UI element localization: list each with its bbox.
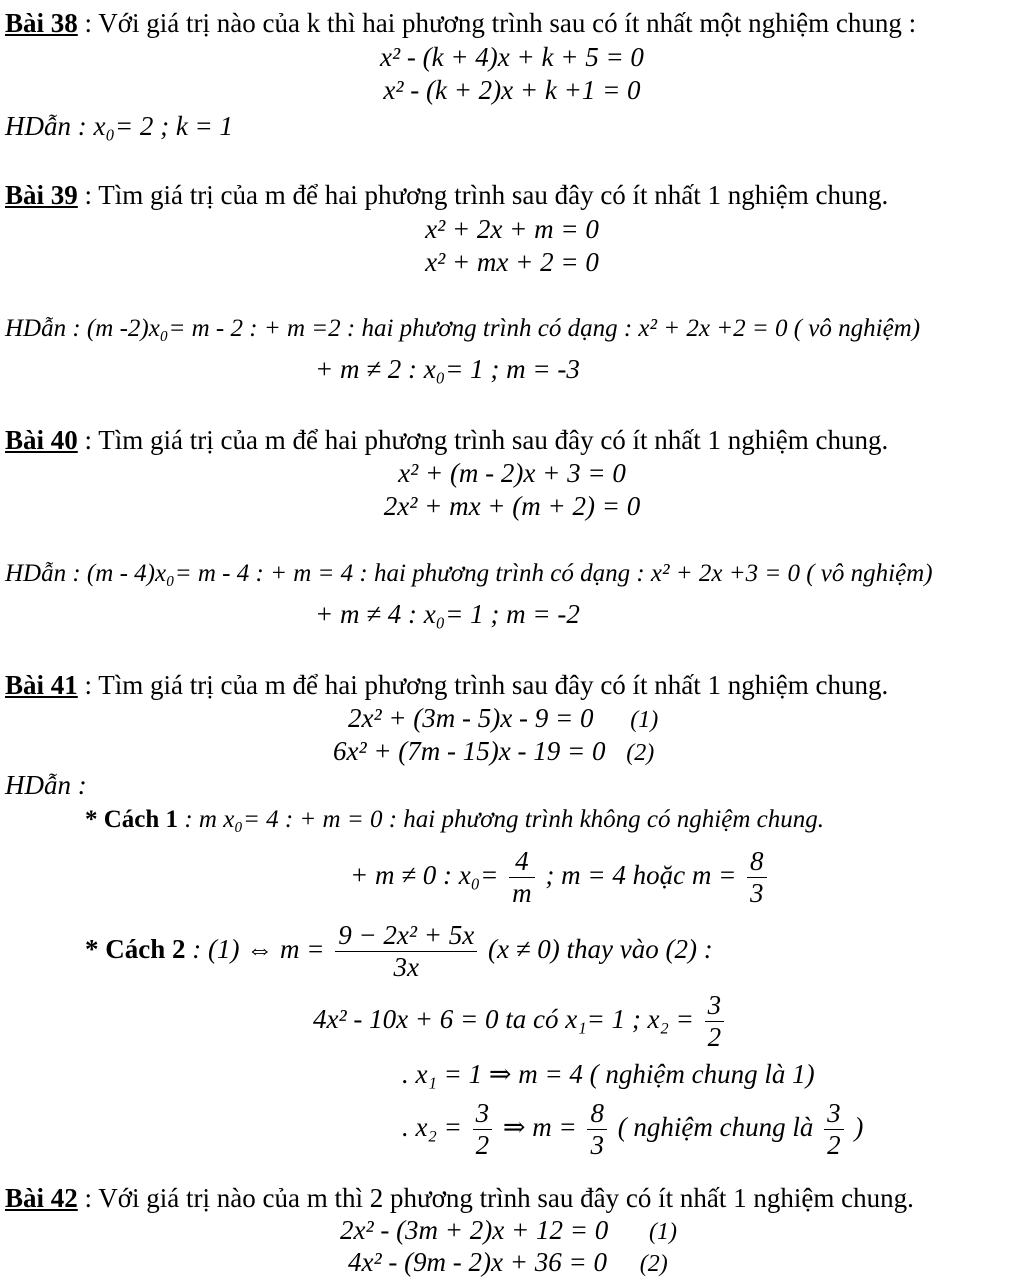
problem-40-hint-1: HDẫn : (m - 4)x₀= m - 4 : + m = 4 : hai phương trình có dạng : x² + 2x +3 = 0 ( vô nghiệm) [5, 560, 933, 587]
fraction-numerator: 9 − 2x² + 5x [335, 920, 477, 952]
case-x2-mid2: ( nghiệm chung là [617, 1111, 821, 1142]
method-2-label: * Cách 2 [85, 933, 186, 964]
problem-40-hint-2: + m ≠ 4 : x₀= 1 ; m = -2 [315, 599, 580, 629]
fraction-denominator: 2 [475, 1130, 490, 1161]
problem-38-statement [5, 10, 916, 37]
problem-42-equation-2-tag: (2) [639, 1251, 668, 1277]
problem-41-text: : Tìm giá trị của m để hai phương trình sau đây có ít nhất 1 nghiệm chung. [77, 670, 889, 700]
roots-line-pre: 4x² - 10x + 6 = 0 ta có x₁= 1 ; x₂ = [313, 1003, 701, 1034]
problem-42-equation-1 [340, 1217, 677, 1244]
problem-41-equation-1-text: 2x² + (3m - 5)x - 9 = 0 [348, 703, 594, 733]
problem-42-equation-1-text: 2x² - (3m + 2)x + 12 = 0 [340, 1215, 609, 1245]
problem-41-method-1 [85, 807, 824, 832]
fraction-denominator: 3x [393, 952, 419, 983]
problem-41-hint: HDẫn : [5, 770, 87, 800]
problem-42-text: : Với giá trị nào của m thì 2 phương trình sau đây có ít nhất 1 nghiệm chung. [77, 1183, 914, 1213]
problem-41-statement [5, 672, 888, 699]
problem-40-equation-2: 2x² + mx + (m + 2) = 0 [383, 491, 641, 521]
method-2-post: (x ≠ 0) thay vào (2) : [487, 933, 713, 964]
problem-39-hint-2: + m ≠ 2 : x₀= 1 ; m = -3 [315, 354, 580, 384]
problem-42-equation-2 [348, 1249, 668, 1276]
fraction-numerator: 4 [509, 846, 535, 878]
method-1-case-mid: ; m = 4 hoặc m = [545, 859, 744, 890]
problem-38-hint: HDẫn : x₀= 2 ; k = 1 [5, 111, 234, 141]
problem-38-label: Bài 38 [5, 8, 78, 38]
problem-42-label: Bài 42 [5, 1183, 78, 1213]
fraction-3-over-2 [705, 990, 725, 1053]
fraction-numerator: 3 [824, 1098, 844, 1130]
fraction-3-over-2 [473, 1098, 493, 1161]
problem-39-statement [5, 182, 888, 209]
fraction-8-over-3 [747, 846, 767, 909]
problem-39-equation-2: x² + mx + 2 = 0 [425, 247, 599, 277]
problem-40-text: : Tìm giá trị của m để hai phương trình sau đây có ít nhất 1 nghiệm chung. [77, 425, 889, 455]
problem-41-equation-2 [333, 738, 654, 765]
problem-38-text: : Với giá trị nào của k thì hai phương trình sau có ít nhất một nghiệm chung : [77, 8, 917, 38]
fraction-denominator: 2 [827, 1130, 841, 1161]
method-1-text: : m x₀= 4 : + m = 0 : hai phương trình không có nghiệm chung. [178, 806, 824, 833]
problem-41-case-x1: . x₁ = 1 ⇒ m = 4 ( nghiệm chung là 1) [402, 1059, 815, 1089]
fraction-4-over-m [509, 846, 535, 909]
method-1-label: * Cách 1 [85, 806, 179, 833]
case-x2-mid: ⇒ m = [502, 1111, 584, 1142]
fraction-denominator: 3 [590, 1130, 604, 1161]
problem-41-equation-2-text: 6x² + (7m - 15)x - 19 = 0 [333, 736, 606, 766]
problem-40-label: Bài 40 [5, 425, 78, 455]
problem-41-method-1-case [350, 846, 771, 909]
problem-42-statement [5, 1185, 914, 1212]
problem-42-equation-2-text: 4x² - (9m - 2)x + 36 = 0 [348, 1247, 607, 1277]
problem-39-text: : Tìm giá trị của m để hai phương trình sau đây có ít nhất 1 nghiệm chung. [77, 180, 889, 210]
problem-42-equation-1-tag: (1) [648, 1219, 677, 1245]
problem-39-label: Bài 39 [5, 180, 78, 210]
method-1-case-pre: + m ≠ 0 : x₀= [350, 859, 499, 890]
problem-41-method-2 [85, 920, 713, 983]
fraction-numerator: 8 [747, 846, 767, 878]
method-2-pre: : (1) ⇔ m = [185, 933, 332, 964]
problem-41-equation-1 [348, 705, 658, 732]
fraction-denominator: 3 [750, 878, 764, 909]
fraction-denominator: 2 [707, 1022, 722, 1053]
problem-39-hint-1: HDẫn : (m -2)x₀= m - 2 : + m =2 : hai phương trình có dạng : x² + 2x +2 = 0 ( vô nghiệm) [5, 315, 921, 342]
problem-38-equation-2: x² - (k + 2)x + k +1 = 0 [383, 75, 641, 105]
fraction-denominator: m [512, 878, 532, 909]
problem-39-equation-1: x² + 2x + m = 0 [425, 214, 599, 244]
fraction-8-over-3 [587, 1098, 607, 1161]
fraction-numerator: 3 [473, 1098, 493, 1130]
fraction-numerator: 3 [705, 990, 725, 1022]
case-x2-pre: . x₂ = [402, 1111, 469, 1142]
problem-41-equation-1-tag: (1) [630, 707, 659, 733]
fraction-numerator: 8 [587, 1098, 607, 1130]
problem-41-equation-2-tag: (2) [626, 740, 655, 766]
problem-41-case-x2 [402, 1098, 863, 1161]
problem-41-roots-line [313, 990, 728, 1053]
problem-40-statement [5, 427, 888, 454]
problem-40-equation-1: x² + (m - 2)x + 3 = 0 [398, 458, 626, 488]
problem-38-equation-1: x² - (k + 4)x + k + 5 = 0 [380, 42, 644, 72]
fraction-3-over-2 [824, 1098, 844, 1161]
problem-41-label: Bài 41 [5, 670, 78, 700]
case-x2-end: ) [854, 1111, 864, 1142]
fraction-m-expression [335, 920, 477, 983]
